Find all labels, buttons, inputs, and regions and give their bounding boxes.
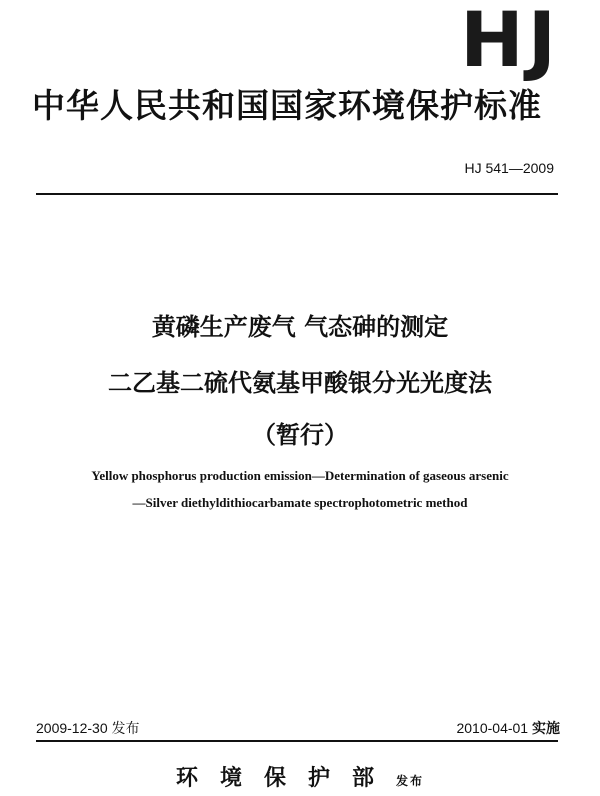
hj-logo: HJ [460,0,560,84]
publish-date-value: 2009-12-30 [36,720,108,736]
standard-code: HJ 541—2009 [464,160,554,176]
english-title-line-2: —Silver diethyldithiocarbamate spectrophotometric method [132,495,468,510]
chinese-title-line-1: 黄磷生产废气 气态砷的测定 [151,313,449,341]
issuer-action: 发布 [396,774,425,788]
chinese-title-line-2: 二乙基二硫代氨基甲酸银分光光度法 [108,369,492,397]
issuer [0,764,600,795]
implement-date-value: 2010-04-01 [456,720,529,736]
issuer-name: 环境保护部 [175,765,396,791]
implement-label: 实施 [532,720,560,736]
publish-label: 发布 [111,720,140,736]
implement-date [456,719,560,737]
publish-date [36,719,140,737]
national-standard-title: 中华人民共和国国家环境保护标准 [32,86,542,125]
english-title-line-1: Yellow phosphorus production emission—Determination of gaseous arsenic [91,468,509,483]
chinese-title-provisional: （暂行） [252,421,348,449]
bottom-divider [36,740,558,742]
top-divider [36,193,558,195]
